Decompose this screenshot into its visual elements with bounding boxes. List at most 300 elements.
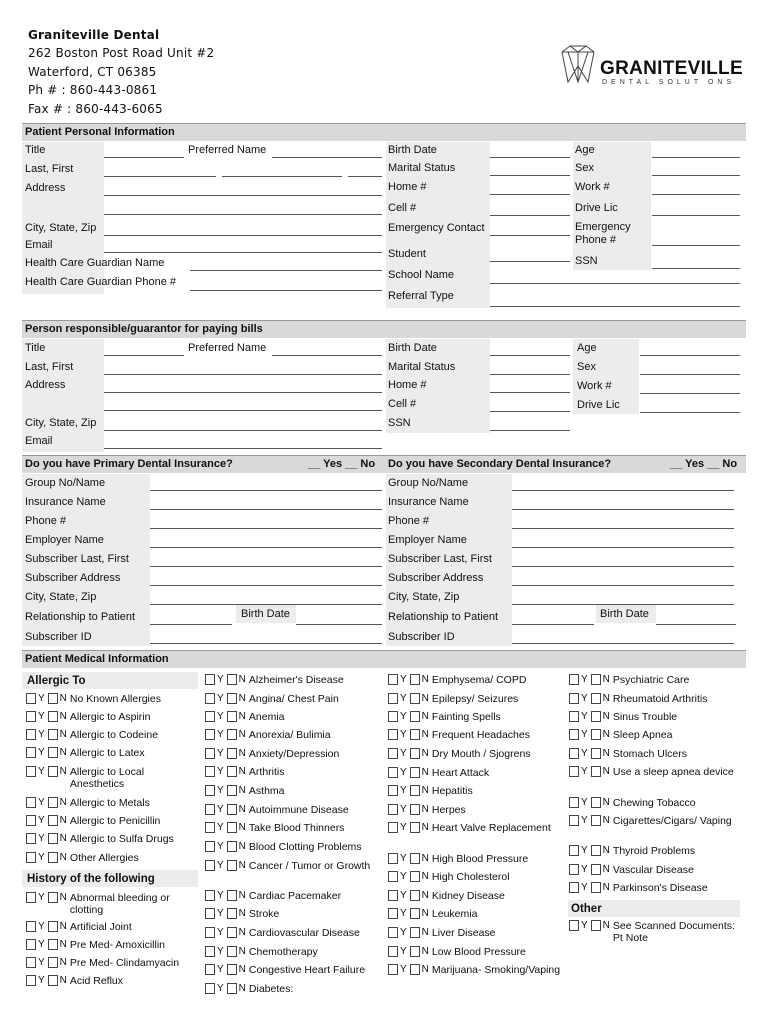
- condition-label: Stroke: [248, 908, 280, 920]
- yes-checkbox[interactable]: [388, 729, 398, 740]
- no-checkbox[interactable]: [227, 983, 237, 994]
- no-checkbox[interactable]: [48, 852, 58, 863]
- yes-checkbox[interactable]: [388, 785, 398, 796]
- condition-item: [388, 748, 568, 760]
- yes-checkbox[interactable]: [205, 822, 215, 833]
- yes-checkbox[interactable]: [26, 747, 36, 758]
- no-label: N: [602, 920, 610, 931]
- condition-item: [388, 711, 568, 723]
- yes-checkbox[interactable]: [569, 748, 579, 759]
- yes-label: Y: [400, 822, 407, 833]
- condition-label: No Known Allergies: [69, 693, 161, 705]
- primary-yes-no[interactable]: __ Yes __ No: [308, 458, 376, 470]
- no-label: N: [238, 748, 246, 759]
- field-email[interactable]: [104, 252, 382, 253]
- condition-label: Congestive Heart Failure: [248, 964, 366, 976]
- field-preferred-name[interactable]: [272, 157, 382, 158]
- no-checkbox[interactable]: [227, 711, 237, 722]
- condition-label: Anemia: [248, 711, 285, 723]
- p-field-insurance-name[interactable]: [150, 509, 382, 510]
- condition-label: Artificial Joint: [69, 921, 132, 933]
- field-emergency-phone[interactable]: [652, 245, 740, 246]
- no-checkbox[interactable]: [410, 822, 420, 833]
- yes-checkbox[interactable]: [26, 939, 36, 950]
- yes-checkbox[interactable]: [388, 946, 398, 957]
- yes-checkbox[interactable]: [388, 927, 398, 938]
- s-field-group-no[interactable]: [512, 490, 734, 491]
- yes-label: Y: [581, 711, 588, 722]
- yes-checkbox[interactable]: [569, 845, 579, 856]
- yes-label: Y: [581, 748, 588, 759]
- yes-label: Y: [217, 822, 224, 833]
- no-checkbox[interactable]: [227, 766, 237, 777]
- yes-checkbox[interactable]: [205, 841, 215, 852]
- condition-item: [569, 882, 741, 894]
- no-label: N: [238, 983, 246, 994]
- no-checkbox[interactable]: [591, 674, 601, 685]
- no-checkbox[interactable]: [591, 711, 601, 722]
- g-label-age: Age: [577, 342, 597, 354]
- patient-section-header: Patient Personal Information: [22, 123, 746, 141]
- no-checkbox[interactable]: [410, 693, 420, 704]
- yes-label: Y: [400, 674, 407, 685]
- condition-item: [26, 729, 186, 741]
- field-birth-date[interactable]: [490, 157, 570, 158]
- yes-checkbox[interactable]: [26, 975, 36, 986]
- condition-item: [205, 785, 385, 797]
- yes-checkbox[interactable]: [26, 892, 36, 903]
- g-field-sex[interactable]: [640, 374, 740, 375]
- yes-checkbox[interactable]: [388, 804, 398, 815]
- g-field-cell[interactable]: [490, 411, 570, 412]
- s-field-insurance-name[interactable]: [512, 509, 734, 510]
- s-label-insurance-name: Insurance Name: [388, 496, 469, 508]
- no-checkbox[interactable]: [591, 864, 601, 875]
- condition-item: [26, 852, 186, 864]
- yes-checkbox[interactable]: [569, 815, 579, 826]
- condition-item: [569, 748, 741, 760]
- yes-checkbox[interactable]: [388, 674, 398, 685]
- yes-checkbox[interactable]: [26, 921, 36, 932]
- p-label-relationship: Relationship to Patient: [25, 611, 136, 623]
- field-marital-status[interactable]: [490, 175, 570, 176]
- condition-item: [205, 729, 385, 741]
- yes-checkbox[interactable]: [388, 822, 398, 833]
- yes-label: Y: [38, 815, 45, 826]
- s-field-phone[interactable]: [512, 528, 734, 529]
- no-checkbox[interactable]: [227, 841, 237, 852]
- yes-checkbox[interactable]: [388, 908, 398, 919]
- condition-item: [388, 946, 568, 958]
- field-cell[interactable]: [490, 215, 570, 216]
- condition-label: Autoimmune Disease: [248, 804, 349, 816]
- no-checkbox[interactable]: [48, 892, 58, 903]
- yes-checkbox[interactable]: [205, 711, 215, 722]
- p-label-insurance-name: Insurance Name: [25, 496, 106, 508]
- yes-checkbox[interactable]: [26, 815, 36, 826]
- condition-item: [26, 766, 186, 790]
- no-checkbox[interactable]: [227, 908, 237, 919]
- no-checkbox[interactable]: [227, 693, 237, 704]
- yes-label: Y: [217, 927, 224, 938]
- p-label-subscriber-id: Subscriber ID: [25, 631, 92, 643]
- condition-item: [388, 767, 568, 779]
- yes-checkbox[interactable]: [569, 674, 579, 685]
- no-checkbox[interactable]: [591, 797, 601, 808]
- condition-label: Heart Attack: [431, 767, 490, 779]
- yes-checkbox[interactable]: [26, 797, 36, 808]
- no-checkbox[interactable]: [591, 815, 601, 826]
- no-checkbox[interactable]: [591, 729, 601, 740]
- yes-label: Y: [400, 908, 407, 919]
- no-checkbox[interactable]: [410, 785, 420, 796]
- yes-checkbox[interactable]: [388, 767, 398, 778]
- no-checkbox[interactable]: [48, 729, 58, 740]
- no-label: N: [59, 815, 67, 826]
- s-field-employer[interactable]: [512, 547, 734, 548]
- no-checkbox[interactable]: [591, 766, 601, 777]
- no-checkbox[interactable]: [410, 804, 420, 815]
- condition-item: [569, 797, 741, 809]
- no-checkbox[interactable]: [410, 748, 420, 759]
- no-checkbox[interactable]: [227, 890, 237, 901]
- yes-checkbox[interactable]: [569, 882, 579, 893]
- no-checkbox[interactable]: [410, 946, 420, 957]
- condition-label: Low Blood Pressure: [431, 946, 526, 958]
- no-checkbox[interactable]: [227, 946, 237, 957]
- no-label: N: [421, 711, 429, 722]
- condition-label: Use a sleep apnea device: [612, 766, 734, 778]
- field-student[interactable]: [490, 261, 570, 262]
- yes-label: Y: [581, 674, 588, 685]
- condition-label: See Scanned Documents: Pt Note: [612, 920, 735, 944]
- practice-city: Waterford, CT 06385: [28, 65, 157, 79]
- yes-label: Y: [400, 748, 407, 759]
- condition-label: Emphysema/ COPD: [431, 674, 527, 686]
- p-label-city-state-zip: City, State, Zip: [25, 591, 97, 603]
- no-checkbox[interactable]: [410, 729, 420, 740]
- yes-label: Y: [38, 766, 45, 777]
- p-field-employer[interactable]: [150, 547, 382, 548]
- field-referral-type[interactable]: [490, 306, 740, 307]
- yes-checkbox[interactable]: [388, 748, 398, 759]
- condition-item: [569, 845, 741, 857]
- s-label-subscriber-address: Subscriber Address: [388, 572, 484, 584]
- g-field-age[interactable]: [640, 355, 740, 356]
- s-field-subscriber[interactable]: [512, 566, 734, 567]
- s-field-subscriber-address[interactable]: [512, 585, 734, 586]
- yes-checkbox[interactable]: [205, 766, 215, 777]
- condition-item: [205, 964, 385, 976]
- condition-label: Hepatitis: [431, 785, 473, 797]
- field-title[interactable]: [104, 157, 184, 158]
- condition-label: Cardiac Pacemaker: [248, 890, 342, 902]
- s-field-subscriber-id[interactable]: [512, 643, 734, 644]
- field-address-2[interactable]: [104, 214, 382, 215]
- yes-checkbox[interactable]: [569, 797, 579, 808]
- yes-checkbox[interactable]: [388, 890, 398, 901]
- yes-label: Y: [581, 797, 588, 808]
- g-field-ssn[interactable]: [490, 430, 570, 431]
- g-field-home-phone[interactable]: [490, 392, 570, 393]
- g-field-address[interactable]: [104, 392, 382, 393]
- yes-label: Y: [581, 845, 588, 856]
- yes-checkbox[interactable]: [205, 983, 215, 994]
- condition-label: Angina/ Chest Pain: [248, 693, 339, 705]
- yes-checkbox[interactable]: [205, 964, 215, 975]
- yes-checkbox[interactable]: [569, 864, 579, 875]
- g-label-address: Address: [25, 379, 66, 391]
- yes-label: Y: [400, 711, 407, 722]
- no-checkbox[interactable]: [591, 882, 601, 893]
- no-checkbox[interactable]: [410, 964, 420, 975]
- no-checkbox[interactable]: [410, 767, 420, 778]
- no-checkbox[interactable]: [591, 693, 601, 704]
- condition-item: [205, 804, 385, 816]
- field-ssn[interactable]: [652, 268, 740, 269]
- g-field-preferred-name[interactable]: [272, 355, 382, 356]
- condition-item: [569, 729, 741, 741]
- field-emergency-contact[interactable]: [490, 235, 570, 236]
- no-label: N: [602, 693, 610, 704]
- history-heading: History of the following: [27, 873, 155, 885]
- field-address[interactable]: [104, 195, 382, 196]
- no-label: N: [238, 804, 246, 815]
- field-guardian-name[interactable]: [190, 270, 382, 271]
- no-checkbox[interactable]: [410, 890, 420, 901]
- yes-checkbox[interactable]: [205, 674, 215, 685]
- yes-label: Y: [400, 767, 407, 778]
- p-field-birth-date[interactable]: [296, 624, 382, 625]
- no-label: N: [602, 845, 610, 856]
- no-checkbox[interactable]: [227, 964, 237, 975]
- no-checkbox[interactable]: [48, 815, 58, 826]
- yes-label: Y: [217, 860, 224, 871]
- no-checkbox[interactable]: [48, 833, 58, 844]
- condition-item: [26, 747, 186, 759]
- label-ssn: SSN: [575, 255, 598, 267]
- condition-label: Psychiatric Care: [612, 674, 690, 686]
- no-checkbox[interactable]: [410, 674, 420, 685]
- yes-checkbox[interactable]: [388, 964, 398, 975]
- label-last-first: Last, First: [25, 163, 74, 175]
- label-drive-lic: Drive Lic: [575, 202, 618, 214]
- yes-checkbox[interactable]: [569, 766, 579, 777]
- no-checkbox[interactable]: [410, 711, 420, 722]
- g-field-address-2[interactable]: [104, 410, 382, 411]
- yes-checkbox[interactable]: [205, 785, 215, 796]
- p-label-group-no: Group No/Name: [25, 477, 106, 489]
- yes-checkbox[interactable]: [205, 946, 215, 957]
- yes-label: Y: [217, 946, 224, 957]
- yes-label: Y: [38, 747, 45, 758]
- field-drive-lic[interactable]: [652, 215, 740, 216]
- condition-label: Chemotherapy: [248, 946, 318, 958]
- p-field-subscriber-id[interactable]: [150, 643, 382, 644]
- no-checkbox[interactable]: [227, 785, 237, 796]
- yes-checkbox[interactable]: [205, 927, 215, 938]
- secondary-insurance-question: Do you have Secondary Dental Insurance?: [388, 458, 612, 470]
- no-label: N: [238, 927, 246, 938]
- p-field-subscriber[interactable]: [150, 566, 382, 567]
- label-sex: Sex: [575, 162, 594, 174]
- no-label: N: [602, 766, 610, 777]
- field-sex[interactable]: [652, 175, 740, 176]
- g-field-title[interactable]: [104, 355, 184, 356]
- yes-checkbox[interactable]: [26, 852, 36, 863]
- no-label: N: [238, 860, 246, 871]
- no-label: N: [421, 748, 429, 759]
- no-checkbox[interactable]: [410, 908, 420, 919]
- yes-label: Y: [400, 729, 407, 740]
- no-label: N: [421, 890, 429, 901]
- yes-label: Y: [581, 693, 588, 704]
- yes-label: Y: [38, 693, 45, 704]
- yes-checkbox[interactable]: [388, 711, 398, 722]
- yes-checkbox[interactable]: [388, 693, 398, 704]
- yes-checkbox[interactable]: [205, 804, 215, 815]
- yes-checkbox[interactable]: [26, 711, 36, 722]
- no-checkbox[interactable]: [410, 927, 420, 938]
- no-checkbox[interactable]: [591, 748, 601, 759]
- field-work-phone[interactable]: [652, 194, 740, 195]
- yes-checkbox[interactable]: [26, 957, 36, 968]
- yes-checkbox[interactable]: [205, 748, 215, 759]
- g-field-drive-lic[interactable]: [640, 412, 740, 413]
- g-field-work-phone[interactable]: [640, 393, 740, 394]
- condition-label: Herpes: [431, 804, 466, 816]
- no-checkbox[interactable]: [48, 957, 58, 968]
- s-field-relationship[interactable]: [512, 624, 594, 625]
- g-field-email[interactable]: [104, 448, 382, 449]
- no-checkbox[interactable]: [410, 853, 420, 864]
- field-guardian-phone[interactable]: [190, 290, 382, 291]
- yes-checkbox[interactable]: [205, 908, 215, 919]
- g-field-last-first[interactable]: [104, 374, 382, 375]
- g-field-marital-status[interactable]: [490, 374, 570, 375]
- g-field-birth-date[interactable]: [490, 355, 570, 356]
- p-label-birth-date: Birth Date: [241, 608, 290, 620]
- label-cell: Cell #: [388, 202, 417, 214]
- yes-label: Y: [217, 841, 224, 852]
- yes-checkbox[interactable]: [388, 853, 398, 864]
- no-checkbox[interactable]: [48, 766, 58, 777]
- no-label: N: [59, 957, 67, 968]
- s-label-phone: Phone #: [388, 515, 429, 527]
- p-field-group-no[interactable]: [150, 490, 382, 491]
- g-label-email: Email: [25, 435, 53, 447]
- condition-label: Other Allergies: [69, 852, 139, 864]
- field-middle-initial[interactable]: [348, 176, 382, 177]
- condition-item: [388, 927, 568, 939]
- field-school-name[interactable]: [490, 283, 740, 284]
- field-last-name[interactable]: [104, 176, 216, 177]
- no-checkbox[interactable]: [227, 729, 237, 740]
- no-checkbox[interactable]: [48, 797, 58, 808]
- allergic-to-heading: Allergic To: [27, 675, 86, 687]
- condition-label: Frequent Headaches: [431, 729, 530, 741]
- condition-label: Take Blood Thinners: [248, 822, 345, 834]
- condition-item: [205, 908, 385, 920]
- yes-checkbox[interactable]: [26, 766, 36, 777]
- condition-label: Leukemia: [431, 908, 478, 920]
- no-checkbox[interactable]: [227, 748, 237, 759]
- no-checkbox[interactable]: [591, 845, 601, 856]
- g-label-ssn: SSN: [388, 417, 411, 429]
- field-first-name[interactable]: [222, 176, 342, 177]
- yes-checkbox[interactable]: [205, 693, 215, 704]
- no-checkbox[interactable]: [227, 927, 237, 938]
- no-checkbox[interactable]: [48, 747, 58, 758]
- condition-label: Asthma: [248, 785, 285, 797]
- no-checkbox[interactable]: [227, 860, 237, 871]
- no-checkbox[interactable]: [48, 975, 58, 986]
- condition-item: [205, 766, 385, 778]
- yes-label: Y: [217, 890, 224, 901]
- yes-checkbox[interactable]: [26, 693, 36, 704]
- condition-label: High Blood Pressure: [431, 853, 529, 865]
- label-work-phone: Work #: [575, 181, 610, 193]
- condition-label: Cardiovascular Disease: [248, 927, 360, 939]
- no-label: N: [421, 964, 429, 975]
- condition-label: Epilepsy/ Seizures: [431, 693, 519, 705]
- yes-checkbox[interactable]: [569, 920, 579, 931]
- g-field-city-state-zip[interactable]: [104, 430, 382, 431]
- yes-checkbox[interactable]: [26, 729, 36, 740]
- yes-checkbox[interactable]: [205, 890, 215, 901]
- yes-checkbox[interactable]: [569, 693, 579, 704]
- yes-checkbox[interactable]: [569, 729, 579, 740]
- condition-label: Anxiety/Depression: [248, 748, 340, 760]
- no-checkbox[interactable]: [227, 674, 237, 685]
- no-checkbox[interactable]: [227, 804, 237, 815]
- p-field-relationship[interactable]: [150, 624, 232, 625]
- no-checkbox[interactable]: [48, 693, 58, 704]
- condition-item: [26, 921, 186, 933]
- no-checkbox[interactable]: [227, 822, 237, 833]
- no-label: N: [59, 747, 67, 758]
- practice-name: Graniteville Dental: [28, 28, 160, 42]
- g-label-home-phone: Home #: [388, 379, 427, 391]
- p-field-subscriber-address[interactable]: [150, 585, 382, 586]
- condition-label: Kidney Disease: [431, 890, 505, 902]
- yes-checkbox[interactable]: [388, 871, 398, 882]
- p-label-employer: Employer Name: [25, 534, 104, 546]
- no-checkbox[interactable]: [48, 711, 58, 722]
- s-field-birth-date[interactable]: [656, 624, 736, 625]
- yes-label: Y: [400, 804, 407, 815]
- field-city-state-zip[interactable]: [104, 235, 382, 236]
- secondary-yes-no[interactable]: __ Yes __ No: [670, 458, 738, 470]
- field-age[interactable]: [652, 157, 740, 158]
- practice-fax: Fax # : 860-443-6065: [28, 102, 163, 116]
- yes-checkbox[interactable]: [205, 860, 215, 871]
- no-checkbox[interactable]: [48, 939, 58, 950]
- p-field-phone[interactable]: [150, 528, 382, 529]
- yes-label: Y: [38, 729, 45, 740]
- field-home-phone[interactable]: [490, 194, 570, 195]
- no-checkbox[interactable]: [48, 921, 58, 932]
- condition-item: [569, 766, 741, 778]
- no-label: N: [59, 729, 67, 740]
- yes-checkbox[interactable]: [569, 711, 579, 722]
- no-checkbox[interactable]: [591, 920, 601, 931]
- no-label: N: [238, 766, 246, 777]
- yes-checkbox[interactable]: [205, 729, 215, 740]
- no-checkbox[interactable]: [410, 871, 420, 882]
- condition-label: Allergic to Sulfa Drugs: [69, 833, 174, 845]
- yes-checkbox[interactable]: [26, 833, 36, 844]
